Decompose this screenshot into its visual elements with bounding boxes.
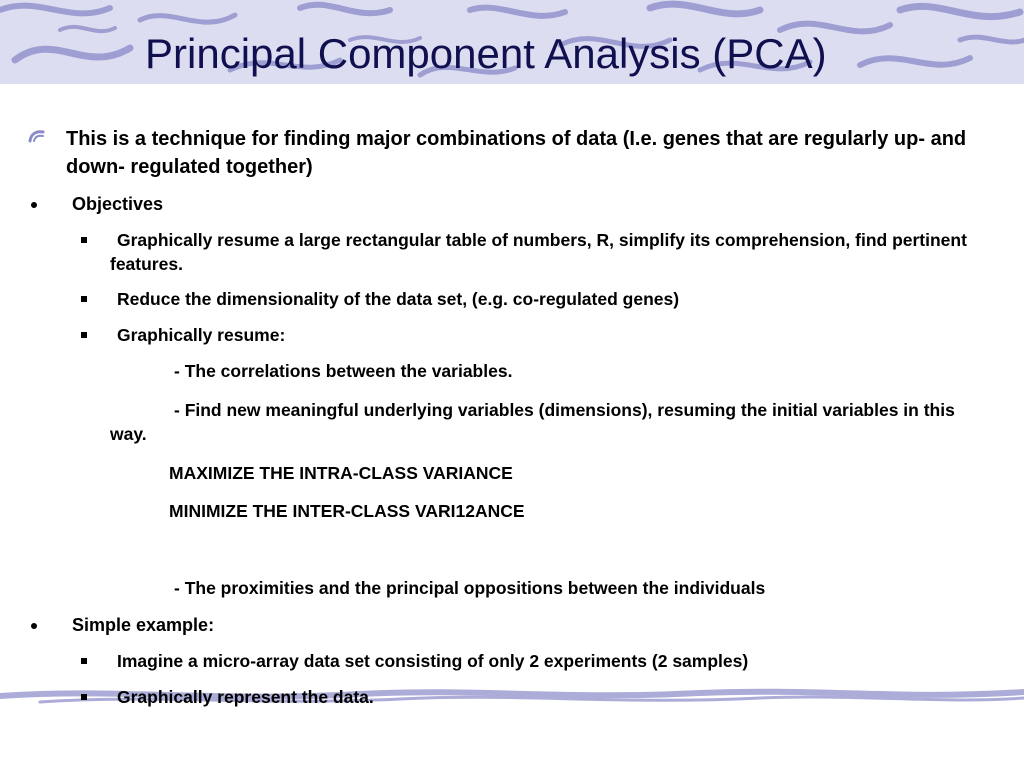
objective-item-1: Graphically resume a large rectangular table of numbers, R, simplify its comprehension, find pertinent features. bbox=[110, 230, 967, 274]
objective-item-2: Reduce the dimensionality of the data set, (e.g. co-regulated genes) bbox=[117, 289, 680, 309]
swirl-bullet-icon bbox=[28, 129, 46, 143]
slide-title: Principal Component Analysis (PCA) bbox=[145, 30, 827, 77]
example-heading: Simple example: bbox=[72, 615, 215, 635]
dot-bullet-icon bbox=[31, 202, 37, 208]
square-bullet-icon bbox=[81, 694, 87, 700]
objective-sub-2: - Find new meaningful underlying variables (dimensions), resuming the initial variables in this way. bbox=[110, 400, 955, 444]
intro-text: This is a technique for finding major combinations of data (I.e. genes that are regularly up- and down- regulated together) bbox=[66, 128, 967, 178]
maximize-text: MAXIMIZE THE INTRA-CLASS VARIANCE bbox=[169, 463, 513, 483]
square-bullet-icon bbox=[81, 237, 87, 243]
square-bullet-icon bbox=[81, 296, 87, 302]
objective-sub-1: - The correlations between the variables. bbox=[174, 361, 513, 381]
objective-sub-3: - The proximities and the principal oppositions between the individuals bbox=[174, 578, 766, 598]
example-item-1: Imagine a micro-array data set consisting of only 2 experiments (2 samples) bbox=[117, 651, 749, 671]
objectives-heading: Objectives bbox=[72, 194, 164, 214]
square-bullet-icon bbox=[81, 658, 87, 664]
example-item-2: Graphically represent the data. bbox=[117, 687, 374, 707]
square-bullet-icon bbox=[81, 332, 87, 338]
dot-bullet-icon bbox=[31, 623, 37, 629]
objective-item-3: Graphically resume: bbox=[117, 325, 286, 345]
minimize-text: MINIMIZE THE INTER-CLASS VARI12ANCE bbox=[169, 501, 525, 521]
